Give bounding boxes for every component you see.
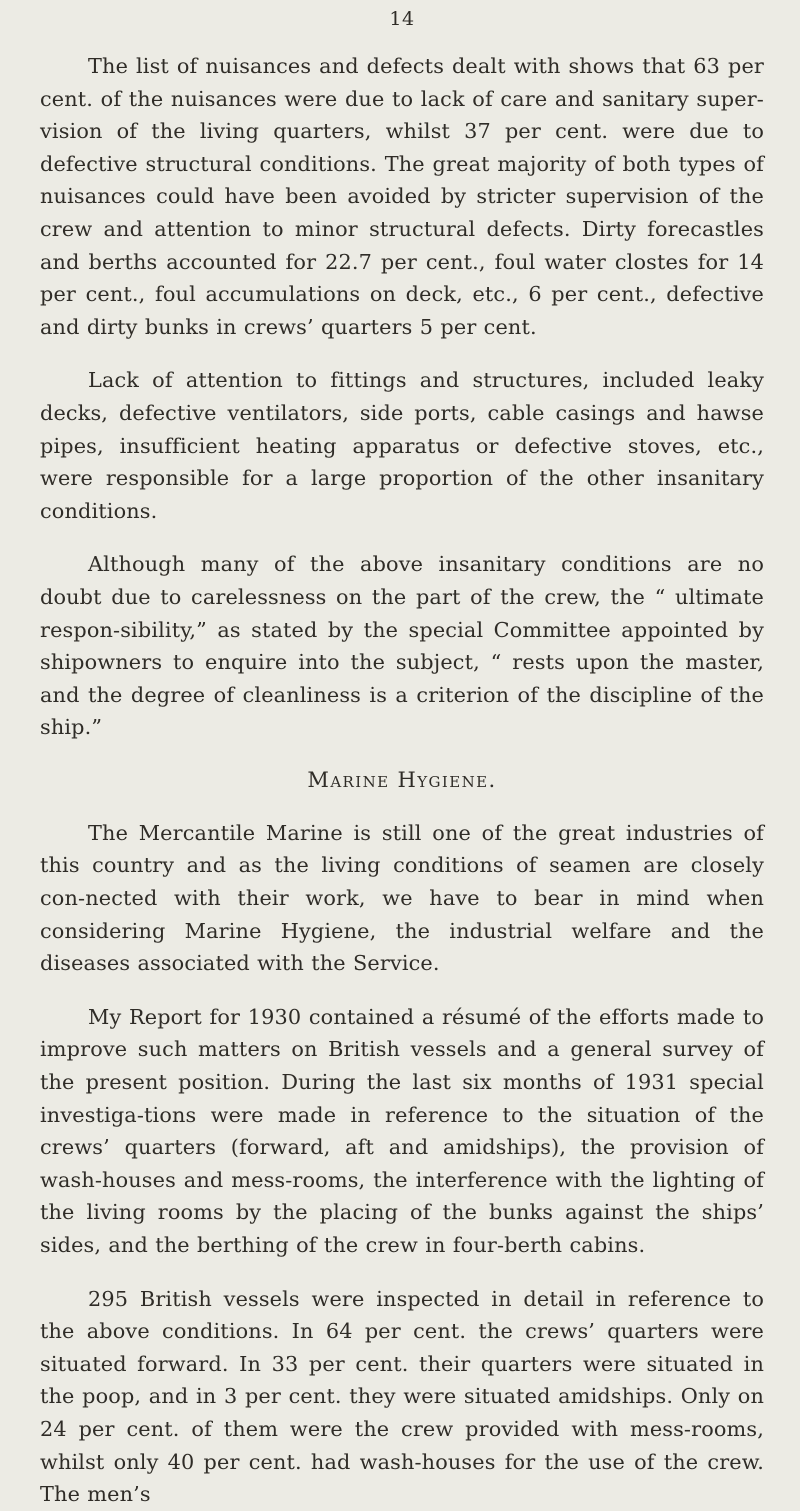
page-number: 14: [389, 8, 415, 30]
paragraph-responsibility: Although many of the above insanitary conditions are no doubt due to carelessness on the part of the crew, the “ ultimate respon-sibility,” as stated by the special Committee appointed by shipowners to enquire into the subject, “ rests upon the master, and the degree of cleanliness is a criterion of the discipline of the ship.”: [40, 552, 764, 740]
paragraph-vessels-inspected: 295 British vessels were inspected in detail in reference to the above conditions. In 64 per cent. the crews’ quarters were situated forward. In 33 per cent. their quarters were situated in the poop, and in 3 per cent. they were situated amidships. Only on 24 per cent. of them were the crew provided with mess-rooms, whilst only 40 per cent. had wash-houses for the use of the crew. The men’s: [40, 1286, 764, 1507]
paragraph-report-1930: My Report for 1930 contained a résumé of the efforts made to improve such matters on British vessels and a general survey of the present position. During the last six months of 1931 special investiga-tions were made in reference to the situation of the crews’ quarters (forward, aft and amidships), the provision of wash-houses and mess-rooms, the interference with the lighting of the living rooms by the placing of the bunks against the ships’ sides, and the berthing of the crew in four-berth cabins.: [40, 1004, 764, 1257]
paragraph-mercantile-marine: The Mercantile Marine is still one of the great industries of this country and as the living conditions of seamen are closely con-nected with their work, we have to bear in mind when considering Marine Hygiene, the industrial welfare and the diseases associated with the Service.: [40, 820, 764, 976]
section-heading: Marine Hygiene.: [307, 767, 497, 792]
paragraph-nuisances-statistics: The list of nuisances and defects dealt with shows that 63 per cent. of the nuisances were due to lack of care and sanitary super-vision of the living quarters, whilst 37 per cent. were due to defective structural conditions. The great majority of both types of nuisances could have been avoided by stricter supervision of the crew and attention to minor structural defects. Dirty forecastles and berths accounted for 22.7 per cent., foul water clostes for 14 per cent., foul accumulations on deck, etc., 6 per cent., defective and dirty bunks in crews’ quarters 5 per cent.: [40, 54, 764, 339]
paragraph-structural-defects: Lack of attention to fittings and structures, included leaky decks, defective ventilators, side ports, cable casings and hawse pipes, insufficient heating apparatus or defective stoves, etc., were responsible for a large proportion of the other insanitary conditions.: [40, 368, 764, 523]
